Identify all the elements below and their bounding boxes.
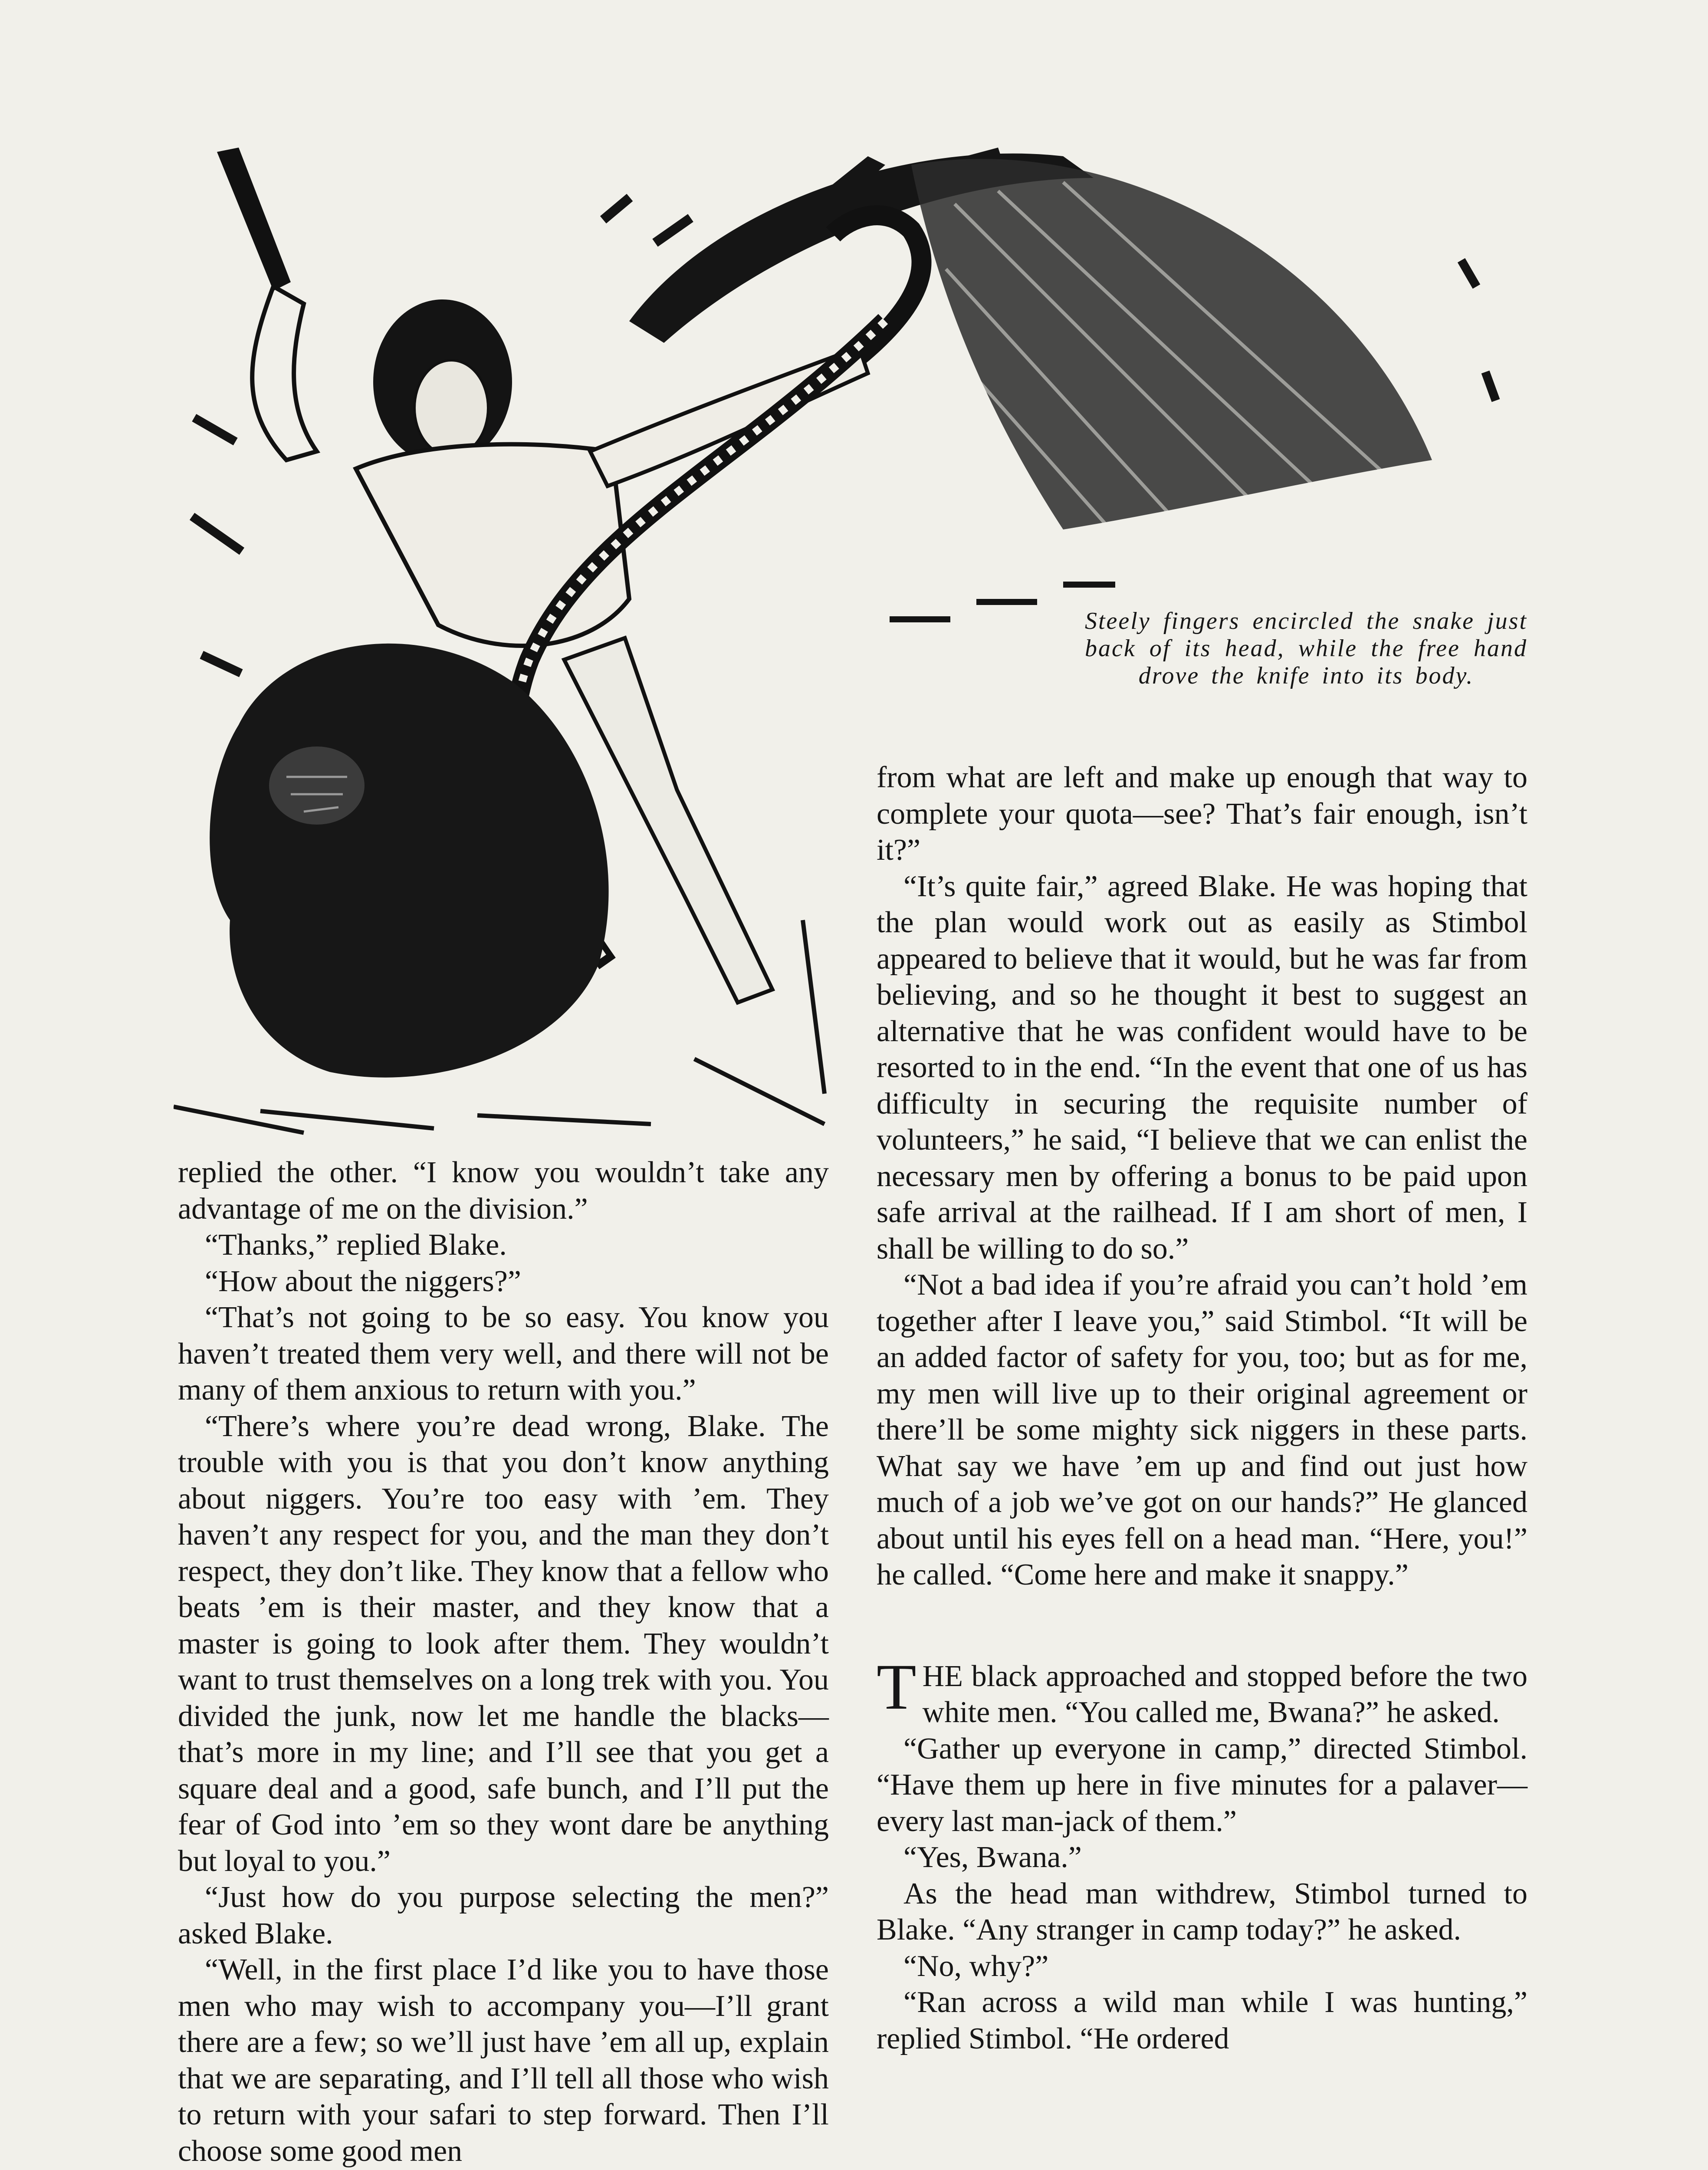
paragraph: “Gather up everyone in camp,” directed Stimbol. “Have them up here in five minutes for a palaver—every last man-jack of them.” [877, 1732, 1527, 1838]
paragraph: “How about the niggers?” [205, 1264, 521, 1298]
drop-cap: T [877, 1651, 916, 1723]
paragraph: from what are left and make up enough that way to complete your quota—see? That’s fair enough, isn’t it?” [877, 761, 1527, 867]
paragraph: “Ran across a wild man while I was hunting,” replied Stimbol. “He ordered [877, 1986, 1527, 2055]
right-column [877, 760, 1527, 2057]
illustration-caption: Steely fingers encircled the snake just back of its head, while the free hand drove the knife into its body. [1085, 608, 1527, 689]
paragraph: replied the other. “I know you wouldn’t take any advantage of me on the division.” [178, 1156, 829, 1226]
paragraph: “Well, in the first place I’d like you to have those men who may wish to accompany you—I’ll grant there are a few; so we’ll just have ’em all up, explain that we are separating, and I’ll tell all those who wish to return with your safari to step forward. Then I’ll choose some good men [178, 1953, 829, 2168]
paragraph: “There’s where you’re dead wrong, Blake. The trouble with you is that you don’t know anything about niggers. You’re too easy with ’em. They haven’t any respect for you, and the man they don’t respect, they don’t like. They know that a fellow who beats ’em is their master, and they know that a master is going to look after them. They wouldn’t want to trust themselves on a long trek with you. You divided the junk, now let me handle the blacks—that’s more in my line; and I’ll see that you get a square deal and a good, safe bunch, and I’ll put the fear of God into ’em so they wont dare be anything but loyal to you.” [178, 1409, 829, 1878]
paragraph: “Yes, Bwana.” [903, 1841, 1082, 1874]
paragraph: “Not a bad idea if you’re afraid you can’t hold ’em together after I leave you,” said Stimbol. “It will be an added factor of safety for you, too; but as for me, my men will live up to their original agreement or there’ll be some mighty sick niggers in these parts. What say we have ’em up and find out just how much of a job we’ve got on our hands?” He glanced about until his eyes fell on a head man. “Here, you!” he called. “Come here and make it snappy.” [877, 1268, 1527, 1591]
left-column [178, 1154, 829, 2169]
paragraph: As the head man withdrew, Stimbol turned to Blake. “Any stranger in camp today?” he asked. [877, 1877, 1527, 1946]
paragraph: “It’s quite fair,” agreed Blake. He was hoping that the plan would work out as easily as Stimbol appeared to believe that it would, but he was far from believing, and so he thought it best to suggest an alternative that he was confident would have to be resorted to in the end. “In the event that one of us has difficulty in securing the requisite number of volunteers,” he said, “I believe that we can enlist the necessary men by offering a bonus to be paid upon safe arrival at the railhead. If I am short of men, I shall be willing to do so.” [877, 869, 1527, 1266]
section-break [877, 1593, 1527, 1658]
paragraph: “Just how do you purpose selecting the men?” asked Blake. [178, 1881, 829, 1950]
paragraph: “No, why?” [903, 1949, 1049, 1983]
paragraph: “That’s not going to be so easy. You know you haven’t treated them very well, and there will not be many of them anxious to return with you.” [178, 1301, 829, 1407]
paragraph: “Thanks,” replied Blake. [205, 1228, 507, 1262]
paragraph-text: HE black approached and stopped before the two white men. “You called me, Bwana?” he asked. [922, 1659, 1527, 1729]
paragraph [877, 1651, 1527, 1731]
